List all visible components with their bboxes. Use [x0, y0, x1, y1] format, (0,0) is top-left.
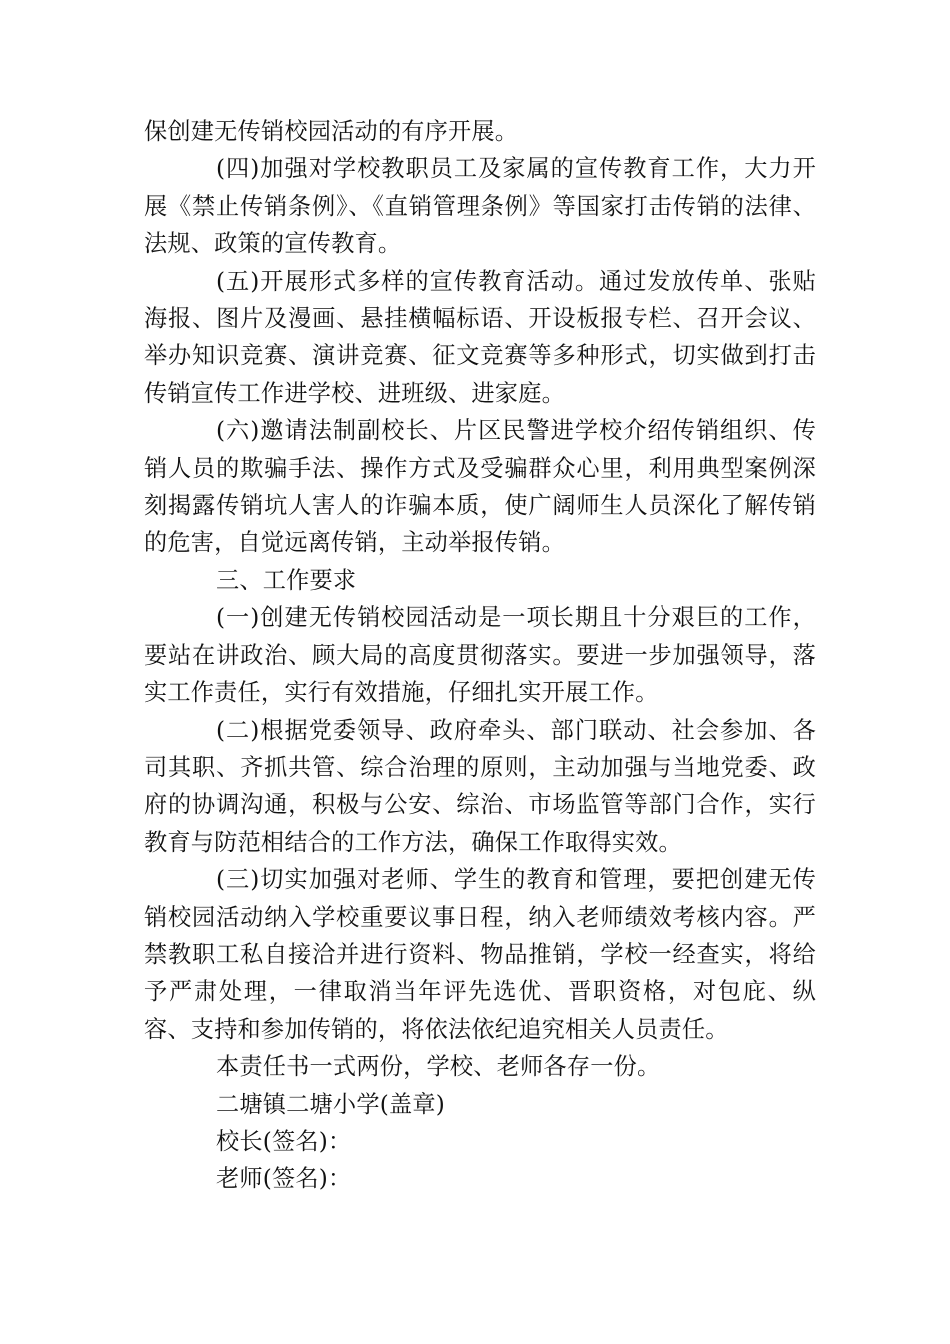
paragraph-continuation: 保创建无传销校园活动的有序开展。 — [144, 118, 519, 145]
paragraph-copies-note: 本责任书一式两份，学校、老师各存一份。 — [216, 1053, 661, 1081]
section-heading-work-requirements: 三、工作要求 — [216, 566, 357, 594]
paragraph-requirement-2: (二)根据党委领导、政府牵头、部门联动、社会参加、各司其职、齐抓共管、综合治理的原则，主动加强与当地党委、政府的协调沟通，积极与公安、综治、市场监管等部门合作，实行教育与防范相结合的工作方法，确保工作取得实效。 — [144, 716, 816, 856]
paragraph-item-6: (六)邀请法制副校长、片区民警进学校介绍传销组织、传销人员的欺骗手法、操作方式及受骗群众心里，利用典型案例深刻揭露传销坑人害人的诈骗本质，使广阔师生人员深化了解传销的危害，自觉远离传销，主动举报传销。 — [144, 417, 816, 557]
paragraph-item-4: (四)加强对学校教职员工及家属的宣传教育工作，大力开展《禁止传销条例》、《直销管理条例》等国家打击传销的法律、法规、政策的宣传教育。 — [144, 155, 816, 258]
school-seal-line: 二塘镇二塘小学(盖章) — [216, 1090, 445, 1118]
paragraph-requirement-3: (三)切实加强对老师、学生的教育和管理，要把创建无传销校园活动纳入学校重要议事日程，纳入老师绩效考核内容。严禁教职工私自接洽并进行资料、物品推销，学校一经查实，将给予严肃处理，一律取消当年评先选优、晋职资格，对包庇、纵容、支持和参加传销的，将依法依纪追究相关人员责任。 — [144, 866, 816, 1043]
paragraph-requirement-1: (一)创建无传销校园活动是一项长期且十分艰巨的工作，要站在讲政治、顾大局的高度贯彻落实。要进一步加强领导，落实工作责任，实行有效措施，仔细扎实开展工作。 — [144, 604, 816, 707]
principal-signature-line: 校长(签名)： — [216, 1127, 352, 1155]
paragraph-item-5: (五)开展形式多样的宣传教育活动。通过发放传单、张贴海报、图片及漫画、悬挂横幅标语、开设板报专栏、召开会议、举办知识竞赛、演讲竞赛、征文竞赛等多种形式，切实做到打击传销宣传工作进学校、进班级、进家庭。 — [144, 267, 816, 407]
document-body — [144, 113, 816, 1198]
teacher-signature-line: 老师(签名)： — [216, 1165, 352, 1193]
